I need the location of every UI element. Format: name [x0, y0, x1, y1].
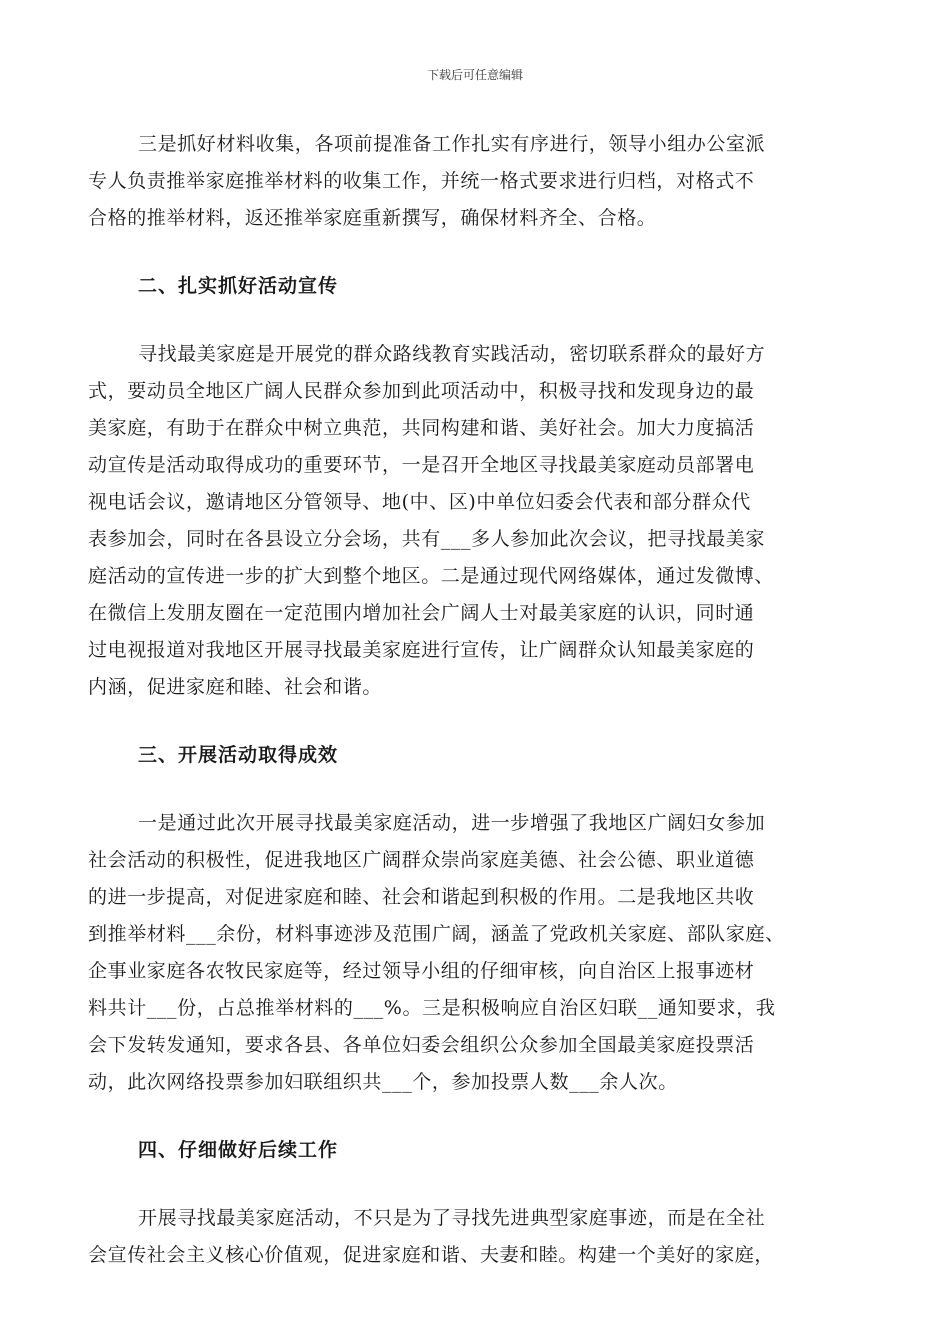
text-line: 料共计___份，占总推举材料的___%。三是积极响应自治区妇联__通知要求，我 — [88, 997, 776, 1019]
text-line: 式，要动员全地区广阔人民群众参加到此项活动中，积极寻找和发现身边的最 — [88, 380, 755, 402]
text-line: 动宣传是活动取得成功的重要环节，一是召开全地区寻找最美家庭动员部署电 — [88, 454, 755, 476]
section-heading: 四、仔细做好后续工作 — [138, 1139, 339, 1161]
text-line: 视电话会议，邀请地区分管领导、地(中、区)中单位妇委会代表和部分群众代 — [88, 491, 751, 513]
text-line: 社会活动的积极性，促进我地区广阔群众崇尚家庭美德、社会公德、职业道德 — [88, 849, 755, 871]
text-line: 美家庭，有助于在群众中树立典范，共同构建和谐、美好社会。加大力度搞活 — [88, 417, 755, 439]
text-line: 到推举材料___余份，材料事迹涉及范围广阔，涵盖了党政机关家庭、部队家庭、 — [88, 923, 785, 945]
text-line: 一是通过此次开展寻找最美家庭活动，进一步增强了我地区广阔妇女参加 — [138, 812, 766, 834]
page-header: 下载后可任意编辑 — [426, 68, 523, 82]
text-line: 的进一步提高，对促进家庭和睦、社会和谐起到积极的作用。二是我地区共收 — [88, 886, 755, 908]
text-line: 专人负责推举家庭推举材料的收集工作，并统一格式要求进行归档，对格式不 — [88, 170, 755, 192]
section-heading: 三、开展活动取得成效 — [138, 744, 339, 766]
paragraph-gap — [88, 1169, 868, 1200]
text-line: 动，此次网络投票参加妇联组织共___个，参加投票人数___余人次。 — [88, 1071, 678, 1093]
text-line: 庭活动的宣传进一步的扩大到整个地区。二是通过现代网络媒体，通过发微博、 — [88, 565, 775, 587]
paragraph-gap — [88, 774, 868, 805]
text-line: 三是抓好材料收集，各项前提准备工作扎实有序进行，领导小组办公室派 — [138, 133, 766, 155]
section-heading: 二、扎实抓好活动宣传 — [138, 275, 339, 297]
text-line: 内涵，促进家庭和睦、社会和谐。 — [88, 676, 383, 698]
text-line: 合格的推举材料，返还推举家庭重新撰写，确保材料齐全、合格。 — [88, 207, 657, 229]
paragraph — [88, 1200, 868, 1274]
text-line: 会宣传社会主义核心价值观，促进家庭和谐、夫妻和睦。构建一个美好的家庭， — [88, 1244, 775, 1266]
text-line: 开展寻找最美家庭活动，不只是为了寻找先进典型家庭事迹，而是在全社 — [138, 1207, 766, 1229]
paragraph-gap — [88, 305, 868, 336]
text-line: 会下发转发通知，要求各县、各单位妇委会组织公众参加全国最美家庭投票活 — [88, 1034, 755, 1056]
paragraph-gap — [88, 237, 868, 268]
text-line: 过电视报道对我地区开展寻找最美家庭进行宣传，让广阔群众认知最美家庭的 — [88, 639, 755, 661]
paragraph-gap — [88, 1101, 868, 1132]
paragraph-gap — [88, 706, 868, 737]
text-line: 表参加会，同时在各县设立分会场，共有___多人参加此次会议，把寻找最美家 — [88, 528, 766, 550]
paragraph — [88, 336, 868, 706]
paragraph — [88, 126, 868, 237]
text-line: 在微信上发朋友圈在一定范围内增加社会广阔人士对最美家庭的认识，同时通 — [88, 602, 755, 624]
document-body — [88, 126, 868, 1274]
paragraph — [88, 805, 868, 1101]
text-line: 寻找最美家庭是开展党的群众路线教育实践活动，密切联系群众的最好方 — [138, 343, 766, 365]
text-line: 企事业家庭各农牧民家庭等，经过领导小组的仔细审核，向自治区上报事迹材 — [88, 960, 755, 982]
